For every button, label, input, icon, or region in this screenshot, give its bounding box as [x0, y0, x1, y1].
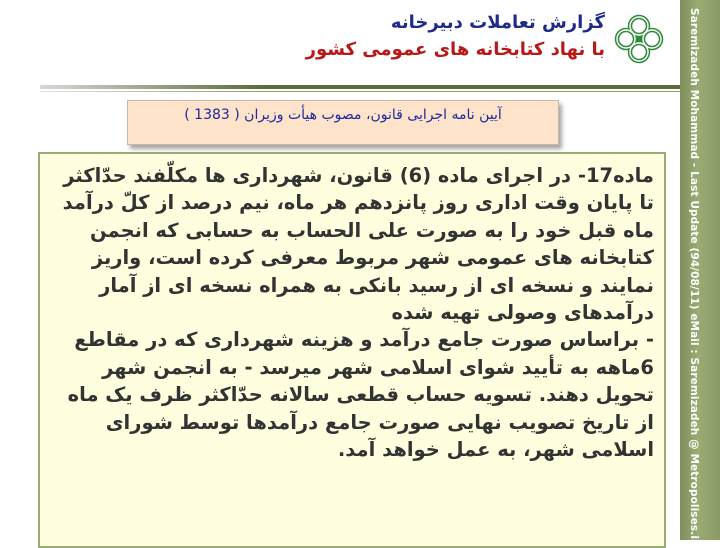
- header-title-line2: با نهاد کتابخانه های عمومی کشور: [305, 39, 605, 60]
- right-sidebar-band: [680, 0, 720, 540]
- flower-knot-logo-icon: [612, 12, 666, 66]
- regulation-title-box: [127, 100, 559, 145]
- article-content-box: [38, 152, 666, 548]
- header-divider-thin: [40, 91, 680, 92]
- regulation-title: آیین نامه اجرایی قانون، مصوب هیأت وزیران ( 1383 ): [184, 107, 502, 123]
- article-text: [40, 154, 664, 463]
- article-17-paragraph: ماده17- در اجرای ماده (6) قانون، شهرداری ها مکلّفند حدّاکثر تا پایان وقت اداری روز پانزدهم هر ماه، نیم درصد از کلّ درآمد ماه قبل خود را به صورت علی الحساب به حسابی که انجمن کتابخانه های عمومی شهر مربوط معرفی کرده است، واریز نمایند و نسخه ای از رسید بانکی به همراه نسخه ای از آمار درآمدهای وصولی تهیه شده: [62, 164, 654, 325]
- header-divider-thick: [40, 85, 680, 89]
- header-title-line1: گزارش تعاملات دبیرخانه: [390, 12, 605, 33]
- settlement-clause-paragraph: - براساس صورت جامع درآمد و هزینه شهرداری که در مقاطع 6ماهه به تأیید شوای اسلامی شهر میرسد - به انجمن شهر تحویل دهند. تسویه حساب قطعی سالانه حدّاکثر ظرف یک ماه از تاریخ تصویب نهایی صورت جامع درآمدها توسط شورای اسلامی شهر، به عمل خواهد آمد.: [67, 328, 654, 462]
- sidebar-author-info: Saremizadeh Mohammad - Last Update (94/08/11) eMail : Saremizadeh @ Metropolises.ir: [688, 8, 700, 545]
